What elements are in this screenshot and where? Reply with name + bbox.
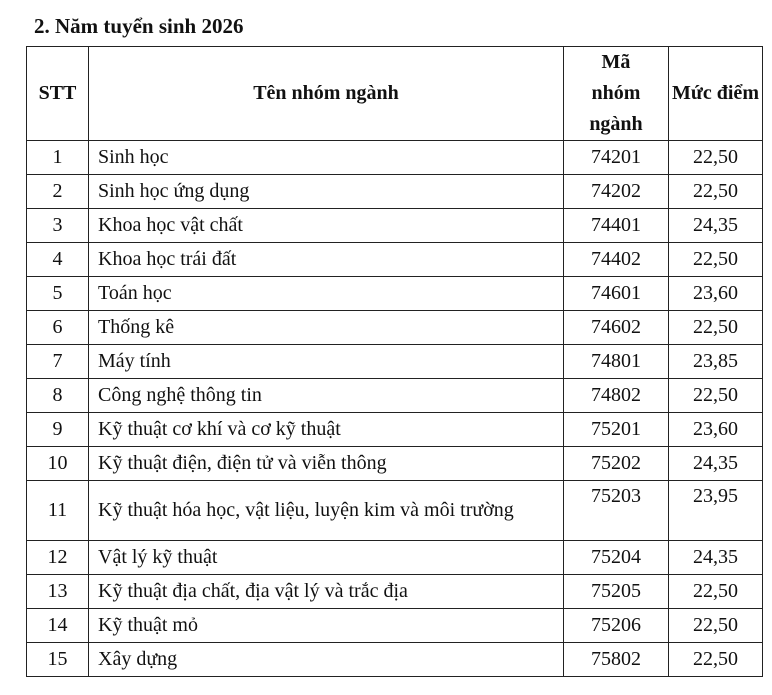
table-row bbox=[27, 447, 763, 481]
cell-code: 74802 bbox=[564, 379, 669, 413]
cell-score: 24,35 bbox=[669, 541, 763, 575]
cell-name: Toán học bbox=[89, 277, 564, 311]
cell-name: Kỹ thuật cơ khí và cơ kỹ thuật bbox=[89, 413, 564, 447]
table-row bbox=[27, 175, 763, 209]
cell-score: 22,50 bbox=[669, 609, 763, 643]
cell-name: Sinh học ứng dụng bbox=[89, 175, 564, 209]
cell-code: 74202 bbox=[564, 175, 669, 209]
cell-score: 23,60 bbox=[669, 413, 763, 447]
cell-name: Máy tính bbox=[89, 345, 564, 379]
cell-stt: 4 bbox=[27, 243, 89, 277]
table-row bbox=[27, 141, 763, 175]
table-row bbox=[27, 541, 763, 575]
cell-name: Kỹ thuật mỏ bbox=[89, 609, 564, 643]
cell-score: 22,50 bbox=[669, 243, 763, 277]
cell-name: Kỹ thuật điện, điện tử và viễn thông bbox=[89, 447, 564, 481]
cell-score: 22,50 bbox=[669, 175, 763, 209]
cell-stt: 12 bbox=[27, 541, 89, 575]
table-row bbox=[27, 413, 763, 447]
cell-score: 22,50 bbox=[669, 379, 763, 413]
cell-code: 74402 bbox=[564, 243, 669, 277]
cell-name: Vật lý kỹ thuật bbox=[89, 541, 564, 575]
cell-stt: 6 bbox=[27, 311, 89, 345]
cell-code: 74801 bbox=[564, 345, 669, 379]
cell-stt: 3 bbox=[27, 209, 89, 243]
cell-score: 23,85 bbox=[669, 345, 763, 379]
cell-stt: 8 bbox=[27, 379, 89, 413]
section-heading: 2. Năm tuyển sinh 2026 bbox=[34, 14, 244, 38]
admission-score-table bbox=[26, 46, 763, 677]
cell-stt: 11 bbox=[27, 481, 89, 541]
cell-code: 75201 bbox=[564, 413, 669, 447]
cell-stt: 14 bbox=[27, 609, 89, 643]
table-row bbox=[27, 277, 763, 311]
header-stt: STT bbox=[27, 47, 89, 141]
cell-score: 24,35 bbox=[669, 447, 763, 481]
table-header-row bbox=[27, 47, 763, 141]
cell-name: Xây dựng bbox=[89, 643, 564, 677]
cell-stt: 2 bbox=[27, 175, 89, 209]
cell-score: 22,50 bbox=[669, 575, 763, 609]
table-row bbox=[27, 575, 763, 609]
cell-code: 75205 bbox=[564, 575, 669, 609]
cell-name: Sinh học bbox=[89, 141, 564, 175]
table-row bbox=[27, 243, 763, 277]
table-row bbox=[27, 311, 763, 345]
header-code: Mã nhóm ngành bbox=[564, 47, 669, 141]
table-row bbox=[27, 379, 763, 413]
table-row bbox=[27, 609, 763, 643]
cell-stt: 10 bbox=[27, 447, 89, 481]
header-name: Tên nhóm ngành bbox=[89, 47, 564, 141]
cell-stt: 5 bbox=[27, 277, 89, 311]
cell-score: 23,95 bbox=[669, 481, 763, 541]
header-score: Mức điểm bbox=[669, 47, 763, 141]
cell-code: 75202 bbox=[564, 447, 669, 481]
cell-code: 75206 bbox=[564, 609, 669, 643]
table-row bbox=[27, 481, 763, 541]
cell-code: 74602 bbox=[564, 311, 669, 345]
table-row bbox=[27, 345, 763, 379]
cell-name: Kỹ thuật hóa học, vật liệu, luyện kim và môi trường bbox=[89, 481, 564, 541]
cell-code: 75802 bbox=[564, 643, 669, 677]
table-row bbox=[27, 209, 763, 243]
cell-stt: 9 bbox=[27, 413, 89, 447]
cell-score: 24,35 bbox=[669, 209, 763, 243]
cell-score: 23,60 bbox=[669, 277, 763, 311]
cell-name: Công nghệ thông tin bbox=[89, 379, 564, 413]
table-body bbox=[27, 141, 763, 677]
cell-name: Khoa học vật chất bbox=[89, 209, 564, 243]
cell-code: 74401 bbox=[564, 209, 669, 243]
cell-stt: 13 bbox=[27, 575, 89, 609]
cell-code: 74601 bbox=[564, 277, 669, 311]
cell-name: Kỹ thuật địa chất, địa vật lý và trắc địa bbox=[89, 575, 564, 609]
cell-score: 22,50 bbox=[669, 643, 763, 677]
cell-stt: 7 bbox=[27, 345, 89, 379]
cell-code: 74201 bbox=[564, 141, 669, 175]
cell-code: 75204 bbox=[564, 541, 669, 575]
cell-score: 22,50 bbox=[669, 311, 763, 345]
cell-stt: 1 bbox=[27, 141, 89, 175]
cell-stt: 15 bbox=[27, 643, 89, 677]
cell-name: Thống kê bbox=[89, 311, 564, 345]
table-row bbox=[27, 643, 763, 677]
cell-name: Khoa học trái đất bbox=[89, 243, 564, 277]
cell-code: 75203 bbox=[564, 481, 669, 541]
cell-score: 22,50 bbox=[669, 141, 763, 175]
